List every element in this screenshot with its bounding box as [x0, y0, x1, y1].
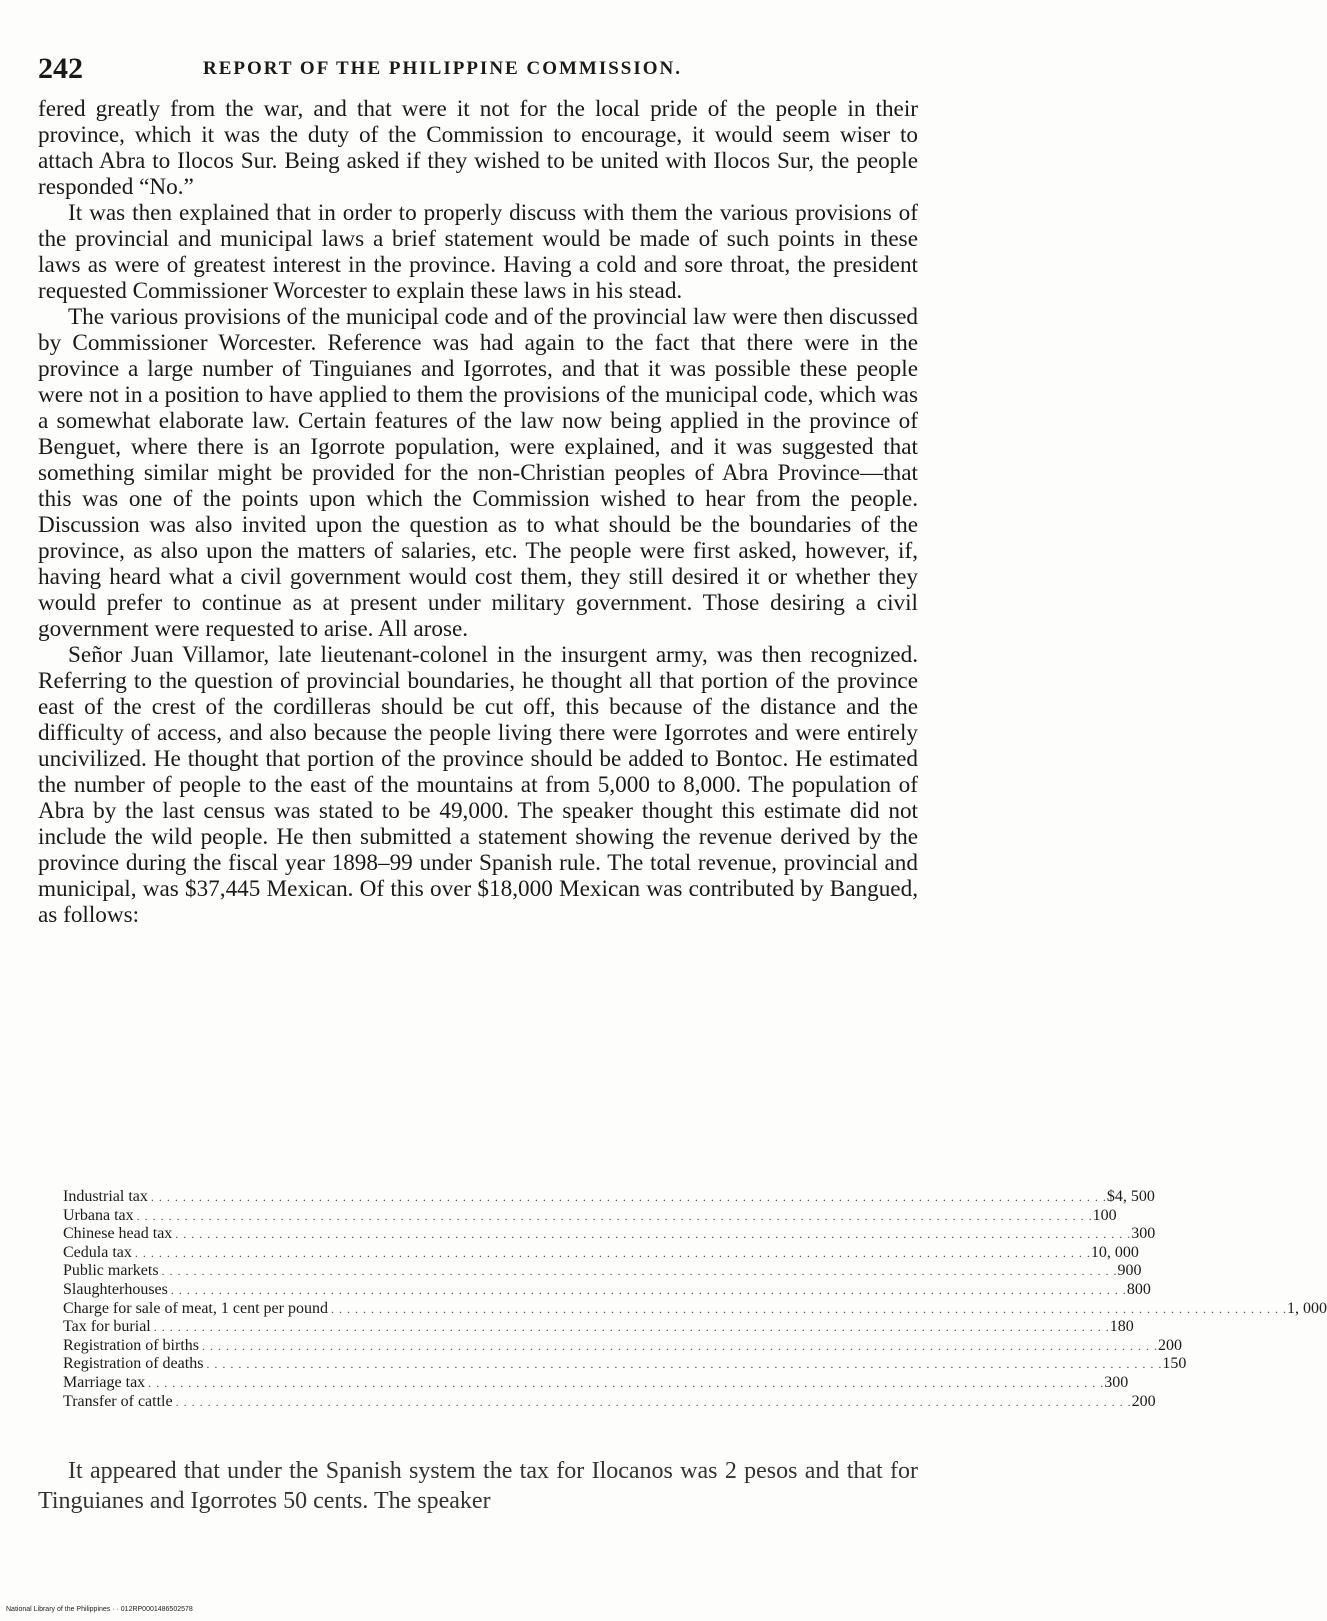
revenue-item-label: Registration of deaths	[63, 1355, 204, 1373]
table-row	[63, 1336, 1182, 1356]
dot-leader: . . . . . . . . . . . . . . . . . . . . . . . . . . . . . . . . . . . . . . . . . . . . . . . . . . . . . . . . . . . . . . . . . . . . . . . . . . . . . . . . . . . . . . . . . . . . . . . . . . . . . . . . . . . . . . . . . . . . . . . .	[330, 1301, 1287, 1316]
revenue-item-amount: 150	[1162, 1355, 1187, 1373]
revenue-item-label: Cedula tax	[63, 1243, 132, 1261]
revenue-item-amount: 10, 000	[1090, 1243, 1139, 1261]
revenue-item-amount: 300	[1131, 1225, 1156, 1243]
table-row	[63, 1243, 1139, 1263]
table-row	[63, 1280, 1151, 1300]
table-row	[63, 1355, 1187, 1374]
dot-leader: . . . . . . . . . . . . . . . . . . . . . . . . . . . . . . . . . . . . . . . . . . . . . . . . . . . . . . . . . . . . . . . . . . . . . . . . . . . . . . . . . . . . . . . . . . . . . . . . . . . . . . . . . . . . . . . . . . . . . . . .	[161, 1264, 1118, 1279]
revenue-item-amount: 100	[1092, 1206, 1117, 1224]
revenue-table	[63, 1188, 1327, 1411]
closing-paragraph: It appeared that under the Spanish system the tax for Ilocanos was 2 pesos and that for Tinguianes and Igorrotes 50 cents. The speaker	[38, 1458, 918, 1514]
table-row	[63, 1392, 1156, 1412]
revenue-item-label: Slaughterhouses	[63, 1280, 168, 1298]
page-number: 242	[38, 52, 83, 85]
revenue-item-amount: 900	[1117, 1262, 1142, 1280]
revenue-item-amount: 800	[1126, 1280, 1151, 1298]
dot-leader: . . . . . . . . . . . . . . . . . . . . . . . . . . . . . . . . . . . . . . . . . . . . . . . . . . . . . . . . . . . . . . . . . . . . . . . . . . . . . . . . . . . . . . . . . . . . . . . . . . . . . . . . . . . . . . . . . . . . . . . .	[150, 1190, 1107, 1204]
table-row	[63, 1318, 1134, 1337]
scan-footer: National Library of the Philippines · · 012RP0001486502578	[6, 1606, 193, 1613]
revenue-item-label: Tax for burial	[63, 1318, 151, 1336]
revenue-item-amount: 200	[1131, 1392, 1156, 1410]
dot-leader: . . . . . . . . . . . . . . . . . . . . . . . . . . . . . . . . . . . . . . . . . . . . . . . . . . . . . . . . . . . . . . . . . . . . . . . . . . . . . . . . . . . . . . . . . . . . . . . . . . . . . . . . . . . . . . . . . . . . . . . .	[170, 1282, 1127, 1297]
revenue-item-label: Registration of births	[63, 1336, 199, 1354]
table-row	[63, 1262, 1142, 1281]
page-header	[38, 48, 920, 88]
revenue-item-amount: 1, 000	[1286, 1299, 1327, 1317]
revenue-item-label: Charge for sale of meat, 1 cent per pound	[63, 1299, 328, 1317]
revenue-item-label: Public markets	[63, 1262, 159, 1280]
revenue-item-label: Transfer of cattle	[63, 1392, 173, 1410]
revenue-item-amount: 200	[1157, 1336, 1182, 1354]
paragraph-3: The various provisions of the municipal code and of the provincial law were then discussed by Commissioner Worcester. Reference was had again to the fact that there were in the province a large number of Tinguianes and Igorrotes, and that it was possible these people were not in a position to have applied to them the provisions of the municipal code, which was a somewhat elaborate law. Certain features of the law now being applied in the province of Benguet, where there is an Igorrote population, were explained, and it was suggested that something similar might be provided for the non-Christian peoples of Abra Province—that this was one of the points upon which the Commission wished to hear from the people. Discussion was also invited upon the question as to what should be the boundaries of the province, as also upon the matters of salaries, etc. The people were first asked, however, if, having heard what a civil government would cost them, they still desired it or whether they would prefer to continue as at present under military government. Those desiring a civil government were requested to arise. All arose.	[38, 304, 918, 642]
paragraph-1: fered greatly from the war, and that were it not for the local pride of the people in their province, which it was the duty of the Commission to encourage, it would seem wiser to attach Abra to Ilocos Sur. Being asked if they wished to be united with Ilocos Sur, the people responded “No.”	[38, 96, 918, 200]
table-row	[63, 1373, 1129, 1393]
revenue-item-amount: $4, 500	[1106, 1188, 1155, 1205]
revenue-item-label: Urbana tax	[63, 1206, 134, 1224]
running-title: REPORT OF THE PHILIPPINE COMMISSION.	[203, 58, 683, 79]
revenue-item-label: Industrial tax	[63, 1188, 148, 1205]
table-row	[63, 1206, 1117, 1226]
dot-leader: . . . . . . . . . . . . . . . . . . . . . . . . . . . . . . . . . . . . . . . . . . . . . . . . . . . . . . . . . . . . . . . . . . . . . . . . . . . . . . . . . . . . . . . . . . . . . . . . . . . . . . . . . . . . . . . . . . . . . . . .	[148, 1375, 1105, 1390]
table-row	[63, 1299, 1327, 1319]
dot-leader: . . . . . . . . . . . . . . . . . . . . . . . . . . . . . . . . . . . . . . . . . . . . . . . . . . . . . . . . . . . . . . . . . . . . . . . . . . . . . . . . . . . . . . . . . . . . . . . . . . . . . . . . . . . . . . . . . . . . . . . .	[175, 1227, 1132, 1242]
body-text	[38, 96, 918, 928]
closing-text	[38, 1456, 918, 1516]
dot-leader: . . . . . . . . . . . . . . . . . . . . . . . . . . . . . . . . . . . . . . . . . . . . . . . . . . . . . . . . . . . . . . . . . . . . . . . . . . . . . . . . . . . . . . . . . . . . . . . . . . . . . . . . . . . . . . . . . . . . . . . .	[134, 1245, 1091, 1260]
dot-leader: . . . . . . . . . . . . . . . . . . . . . . . . . . . . . . . . . . . . . . . . . . . . . . . . . . . . . . . . . . . . . . . . . . . . . . . . . . . . . . . . . . . . . . . . . . . . . . . . . . . . . . . . . . . . . . . . . . . . . . . .	[201, 1338, 1158, 1353]
paragraph-4: Señor Juan Villamor, late lieutenant-colonel in the insurgent army, was then recognized. Referring to the question of provincial boundaries, he thought all that portion of the province east of the crest of the cordilleras should be cut off, this because of the distance and the difficulty of access, and also because the people living there were Igorrotes and were entirely uncivilized. He thought that portion of the province should be added to Bontoc. He estimated the number of people to the east of the mountains at from 5,000 to 8,000. The population of Abra by the last census was stated to be 49,000. The speaker thought this estimate did not include the wild people. He then submitted a statement showing the revenue derived by the province during the fiscal year 1898–99 under Spanish rule. The total revenue, provincial and municipal, was $37,445 Mexican. Of this over $18,000 Mexican was contributed by Bangued, as follows:	[38, 642, 918, 928]
paragraph-2: It was then explained that in order to properly discuss with them the various provisions of the provincial and municipal laws a brief statement would be made of such points in these laws as were of greatest interest in the province. Having a cold and sore throat, the president requested Commissioner Worcester to explain these laws in his stead.	[38, 200, 918, 304]
revenue-item-label: Chinese head tax	[63, 1225, 173, 1243]
revenue-item-label: Marriage tax	[63, 1373, 146, 1391]
revenue-item-amount: 300	[1104, 1373, 1129, 1391]
revenue-item-amount: 180	[1109, 1318, 1134, 1336]
dot-leader: . . . . . . . . . . . . . . . . . . . . . . . . . . . . . . . . . . . . . . . . . . . . . . . . . . . . . . . . . . . . . . . . . . . . . . . . . . . . . . . . . . . . . . . . . . . . . . . . . . . . . . . . . . . . . . . . . . . . . . . .	[136, 1208, 1093, 1223]
dot-leader: . . . . . . . . . . . . . . . . . . . . . . . . . . . . . . . . . . . . . . . . . . . . . . . . . . . . . . . . . . . . . . . . . . . . . . . . . . . . . . . . . . . . . . . . . . . . . . . . . . . . . . . . . . . . . . . . . . . . . . . .	[153, 1320, 1110, 1335]
dot-leader: . . . . . . . . . . . . . . . . . . . . . . . . . . . . . . . . . . . . . . . . . . . . . . . . . . . . . . . . . . . . . . . . . . . . . . . . . . . . . . . . . . . . . . . . . . . . . . . . . . . . . . . . . . . . . . . . . . . . . . . .	[175, 1394, 1132, 1409]
table-row	[63, 1225, 1156, 1244]
dot-leader: . . . . . . . . . . . . . . . . . . . . . . . . . . . . . . . . . . . . . . . . . . . . . . . . . . . . . . . . . . . . . . . . . . . . . . . . . . . . . . . . . . . . . . . . . . . . . . . . . . . . . . . . . . . . . . . . . . . . . . . .	[206, 1357, 1163, 1372]
table-row	[63, 1188, 1155, 1207]
